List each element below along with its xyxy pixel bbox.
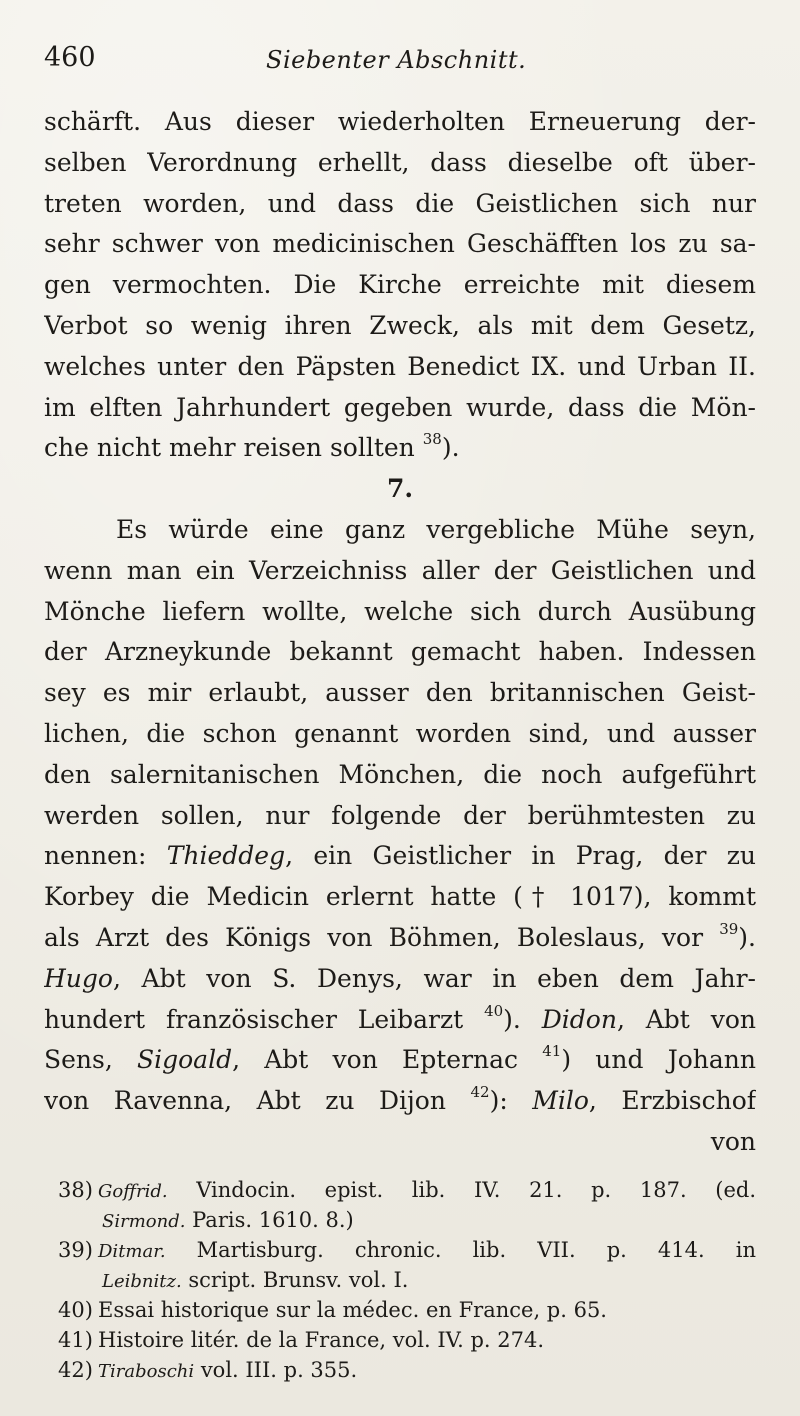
footnote-42 — [44, 1355, 756, 1385]
footnotes — [44, 1175, 756, 1385]
text-line — [44, 1040, 756, 1081]
footnote-39-cont — [44, 1265, 756, 1295]
text-line: den salernitanischen Mönchen, die noch aufgeführt — [44, 759, 756, 789]
text-line: sehr schwer von medicinischen Geschäfften los zu sa- — [44, 229, 756, 259]
text-line: treten worden, und dass die Geistlichen sich nur — [44, 188, 756, 218]
footnote-author: Goffrid. — [98, 1181, 168, 1202]
footnote-41 — [44, 1325, 756, 1355]
text-line — [44, 428, 756, 469]
text-span: ): — [489, 1086, 533, 1116]
text-line — [44, 1081, 756, 1122]
footnote-number: 42) — [58, 1358, 93, 1382]
footnote-ref: 39 — [719, 919, 739, 938]
page-number: 460 — [44, 42, 96, 73]
text-span: ). — [738, 922, 756, 952]
footnote-40 — [44, 1295, 756, 1325]
footnote-author: Tiraboschi — [98, 1361, 195, 1382]
text-line: Es würde eine ganz vergebliche Mühe seyn, — [116, 514, 756, 544]
text-span: von Ravenna, Abt zu Dijon — [44, 1086, 446, 1116]
running-head: Siebenter Abschnitt. — [266, 46, 527, 74]
text-line — [44, 836, 756, 877]
person-name: Didon — [541, 1004, 617, 1034]
footnote-ref: 41 — [542, 1042, 562, 1061]
text-span: , Abt von S. Denys, war in eben dem Jahr- — [112, 963, 756, 993]
text-line: sey es mir erlaubt, ausser den britannischen Geist- — [44, 678, 756, 708]
text-line: Verbot so wenig ihren Zweck, als mit dem Gesetz, — [44, 310, 756, 340]
text-line: im elften Jahrhundert gegeben wurde, dass die Mön- — [44, 392, 756, 422]
footnote-author: Ditmar. — [98, 1241, 166, 1262]
page-header — [44, 42, 756, 86]
footnote-number: 38) — [58, 1178, 93, 1202]
footnote-number: 40) — [58, 1298, 93, 1322]
text-span: , Abt von — [616, 1004, 756, 1034]
footnote-number: 39) — [58, 1238, 93, 1262]
text-span: ). — [503, 1004, 542, 1034]
person-name: Sigoald — [137, 1045, 233, 1075]
text-line: schärft. Aus dieser wiederholten Erneuerung der- — [44, 107, 756, 136]
text-line: der Arzneykunde bekannt gemacht haben. Indessen — [44, 637, 756, 667]
text-span: Sens, — [44, 1045, 137, 1075]
footnote-ref: 42 — [470, 1083, 490, 1102]
footnote-ref: 38 — [422, 430, 442, 449]
text-span: che nicht mehr reisen sollten — [44, 433, 415, 463]
text-line — [44, 1000, 756, 1041]
footnote-text: vol. III. p. 355. — [194, 1358, 358, 1382]
text-span: , Abt von Epternac — [232, 1045, 519, 1075]
text-line: wenn man ein Verzeichniss aller der Geistlichen und — [44, 555, 756, 585]
text-line: Korbey die Medicin erlernt hatte († 1017), kommt — [44, 882, 756, 912]
text-line: Mönche liefern wollte, welche sich durch Ausübung — [44, 596, 756, 626]
text-line: lichen, die schon genannt worden sind, und ausser — [44, 718, 756, 748]
text-line: werden sollen, nur folgende der berühmtesten zu — [44, 800, 756, 830]
body-text — [44, 102, 756, 1163]
footnote-text: Essai historique sur la médec. en France, p. 65. — [98, 1298, 607, 1322]
footnote-39 — [44, 1235, 756, 1265]
text-span: ). — [441, 433, 460, 463]
text-line: gen vermochten. Die Kirche erreichte mit diesem — [44, 270, 756, 300]
text-span: als Arzt des Königs von Böhmen, Boleslaus, vor — [44, 922, 704, 952]
person-name: Thieddeg — [166, 841, 286, 871]
catchword: von — [710, 1126, 756, 1156]
footnote-text: script. Brunsv. vol. I. — [181, 1268, 409, 1292]
text-line: welches unter den Päpsten Benedict IX. und Urban II. — [44, 351, 756, 381]
footnote-author: Sirmond. — [102, 1211, 186, 1232]
footnote-text: Histoire litér. de la France, vol. IV. p. 274. — [98, 1328, 545, 1352]
footnote-ref: 40 — [484, 1001, 504, 1020]
person-name: Milo — [532, 1086, 589, 1116]
footnote-text: Martisburg. chronic. lib. VII. p. 414. in — [165, 1238, 756, 1262]
footnote-38 — [44, 1175, 756, 1205]
footnote-number: 41) — [58, 1328, 93, 1352]
footnote-38-cont — [44, 1205, 756, 1235]
text-line — [44, 959, 756, 1000]
person-name: Hugo — [44, 963, 113, 993]
text-span: ) und Johann — [561, 1045, 756, 1075]
section-number: 7. — [386, 474, 414, 504]
text-span: nennen: — [44, 841, 167, 871]
footnote-text: Paris. 1610. 8.) — [185, 1208, 354, 1232]
footnote-text: Vindocin. epist. lib. IV. 21. p. 187. (ed. — [167, 1178, 756, 1202]
text-line: selben Verordnung erhellt, dass dieselbe oft über- — [44, 147, 756, 177]
text-span: , Erzbischof — [588, 1086, 756, 1116]
text-span: , ein Geistlicher in Prag, der zu — [285, 841, 756, 871]
footnote-author: Leibnitz. — [102, 1271, 182, 1292]
text-line — [44, 918, 756, 959]
text-span: hundert französischer Leibarzt — [44, 1004, 464, 1034]
